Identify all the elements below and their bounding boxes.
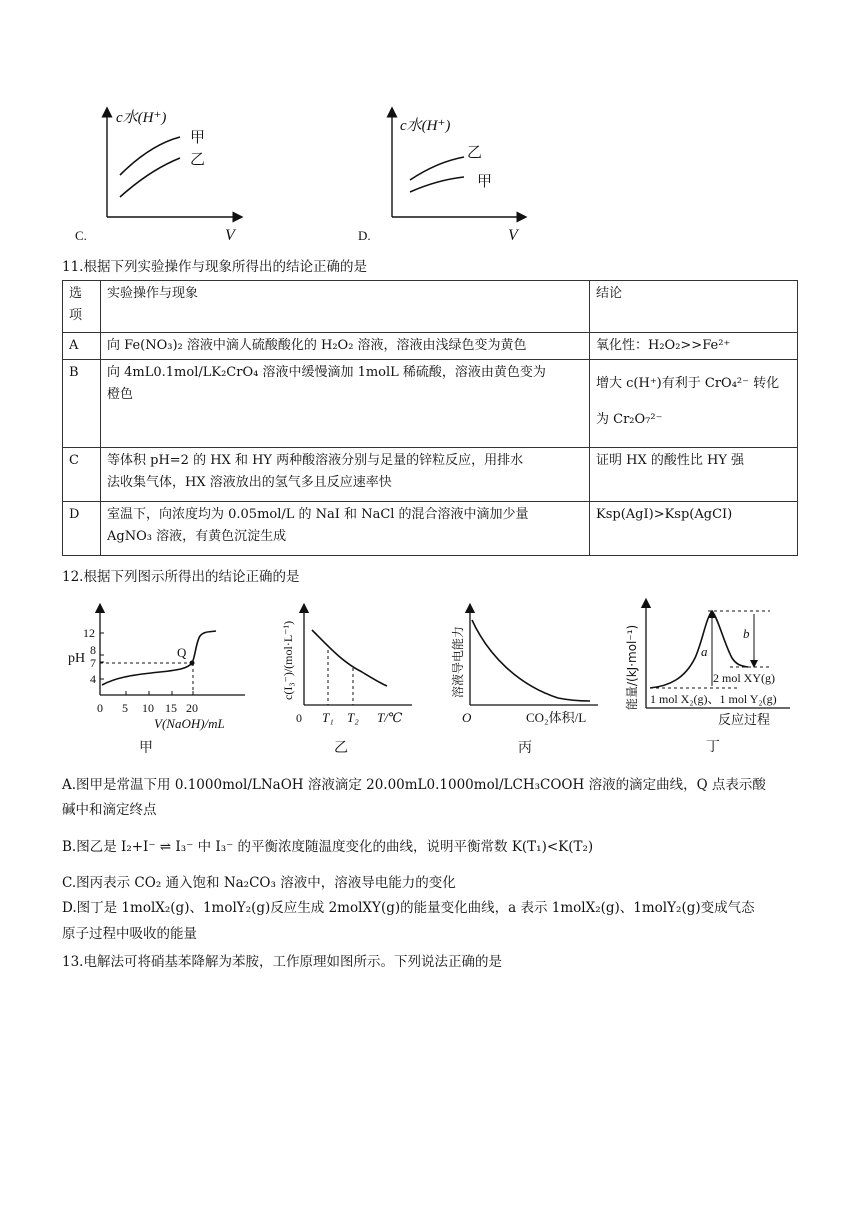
row-option: B [63,360,101,448]
row-conclusion: Ksp(AgI)>Ksp(AgCI) [590,502,798,556]
y-axis-label: 能量/(kJ·mol⁻¹) [625,624,639,710]
x-axis-label: V(NaOH)/mL [154,716,225,731]
x-tick: 15 [165,701,177,715]
curve-bottom [120,158,180,197]
q11-table [62,280,798,556]
x-axis-label: V [225,227,235,244]
curve-bottom-label: 甲 [477,172,493,190]
graph-caption: 甲 [139,740,153,756]
x-tick: 0 [97,701,103,715]
table-row [63,502,798,556]
operation-line: AgNO₃ 溶液，有黄色沉淀生成 [107,529,287,544]
q12-title: 12.根据下列图示所得出的结论正确的是 [62,569,300,585]
x-tick: 20 [186,701,198,715]
graph-ding [620,598,820,760]
y-tick: 7 [90,656,96,670]
operation-line: 向 4mL0.1mol/LK₂CrO₄ 溶液中缓慢滴加 1molL 稀硫酸，溶液由黄色变为 [107,365,546,380]
q12-option-a-line2: 碱中和滴定终点 [62,802,157,818]
x-axis-label: T/℃ [377,710,403,725]
header-operation: 实验操作与现象 [101,281,590,333]
product-label: 2 mol XY(g) [713,671,775,685]
y-tick: 8 [90,643,96,657]
point-q-label: Q [177,645,187,660]
operation-line: 橙色 [107,387,134,402]
y-axis-label: c水(H⁺) [400,118,451,134]
origin-label: O [462,710,472,725]
table-row [63,333,798,360]
curve-bottom [410,177,464,192]
row-operation: 向 Fe(NO₃)₂ 溶液中滴人硫酸酸化的 H₂O₂ 溶液，溶液由浅绿色变为黄色 [101,333,590,360]
concentration-curve [312,630,387,686]
graph-c [70,100,260,245]
q12-option-b: B.图乙是 I₂+I⁻ ⇌ I₃⁻ 中 I₃⁻ 的平衡浓度随温度变化的曲线，说明平衡常数 K(T₁)<K(T₂) [62,839,594,855]
x-tick: T₂ [347,710,359,725]
row-operation [101,502,590,556]
graph-d [352,100,542,245]
graph-label: D. [358,228,371,243]
y-axis-label: c(I₃⁻)/(mol·L⁻¹) [281,620,295,700]
label-b: b [743,626,750,641]
reactant-label: 1 mol X₂(g)、1 mol Y₂(g) [650,692,777,706]
graph-caption: 丙 [518,740,532,756]
y-axis-label: pH [68,651,86,666]
table-row [63,360,798,448]
curve-bottom-label: 乙 [190,150,206,168]
y-axis-label: c水(H⁺) [116,110,167,126]
point-q [190,661,195,666]
origin-label: 0 [296,711,302,725]
conclusion-line: 增大 c(H⁺)有利于 CrO₄²⁻ 转化 [596,376,780,391]
x-axis-label: V [508,227,518,244]
graph-caption: 丁 [706,739,720,755]
row-conclusion: 氧化性：H₂O₂>>Fe²⁺ [590,333,798,360]
header-option: 选项 [63,281,101,333]
curve-top [120,137,180,175]
operation-line: 法收集气体，HX 溶液放出的氢气多且反应速率快 [107,475,392,490]
x-tick: T₁ [322,710,334,725]
operation-line: 室温下，向浓度均为 0.05mol/L 的 NaI 和 NaCl 的混合溶液中滴加少量 [107,507,529,522]
y-axis-label: 溶液导电能力 [451,625,465,698]
curve-top-label: 乙 [467,143,483,161]
titration-curve [102,631,216,685]
graph-jia [60,600,260,760]
x-tick: 5 [122,701,128,715]
x-axis-label: CO₂体积/L [526,710,587,725]
y-tick: 4 [90,672,96,686]
graph-label: C. [75,228,87,243]
q12-option-d-line2: 原子过程中吸收的能量 [62,926,197,942]
x-tick: 10 [142,701,154,715]
table-row [63,448,798,502]
row-conclusion [590,360,798,448]
q11-title: 11.根据下列实验操作与现象所得出的结论正确的是 [62,259,367,275]
row-option: D [63,502,101,556]
q12-option-a-line1: A.图甲是常温下用 0.1000mol/LNaOH 溶液滴定 20.00mL0.1000mol/LCH₃COOH 溶液的滴定曲线，Q 点表示酸 [62,777,766,793]
row-operation [101,448,590,502]
graph-bing [448,600,608,760]
q12-option-c: C.图丙表示 CO₂ 通入饱和 Na₂CO₃ 溶液中，溶液导电能力的变化 [62,875,456,891]
conclusion-line: 为 Cr₂O₇²⁻ [596,412,663,427]
header-conclusion: 结论 [590,281,798,333]
x-axis-label: 反应过程 [718,713,771,728]
label-a: a [701,644,708,659]
q12-option-d-line1: D.图丁是 1molX₂(g)、1molY₂(g)反应生成 2molXY(g)的能量变化曲线，a 表示 1molX₂(g)、1molY₂(g)变成气态 [62,900,755,916]
curve-top-label: 甲 [190,128,206,146]
q13-title: 13.电解法可将硝基苯降解为苯胺，工作原理如图所示。下列说法正确的是 [62,954,502,970]
row-operation [101,360,590,448]
graph-yi [262,600,422,760]
conductivity-curve [472,620,590,701]
row-option: A [63,333,101,360]
row-option: C [63,448,101,502]
row-conclusion: 证明 HX 的酸性比 HY 强 [590,448,798,502]
graph-caption: 乙 [334,740,348,756]
table-header-row [63,281,798,333]
curve-top [410,157,464,180]
operation-line: 等体积 pH=2 的 HX 和 HY 两种酸溶液分别与足量的锌粒反应，用排水 [107,453,524,468]
y-tick: 12 [83,626,95,640]
